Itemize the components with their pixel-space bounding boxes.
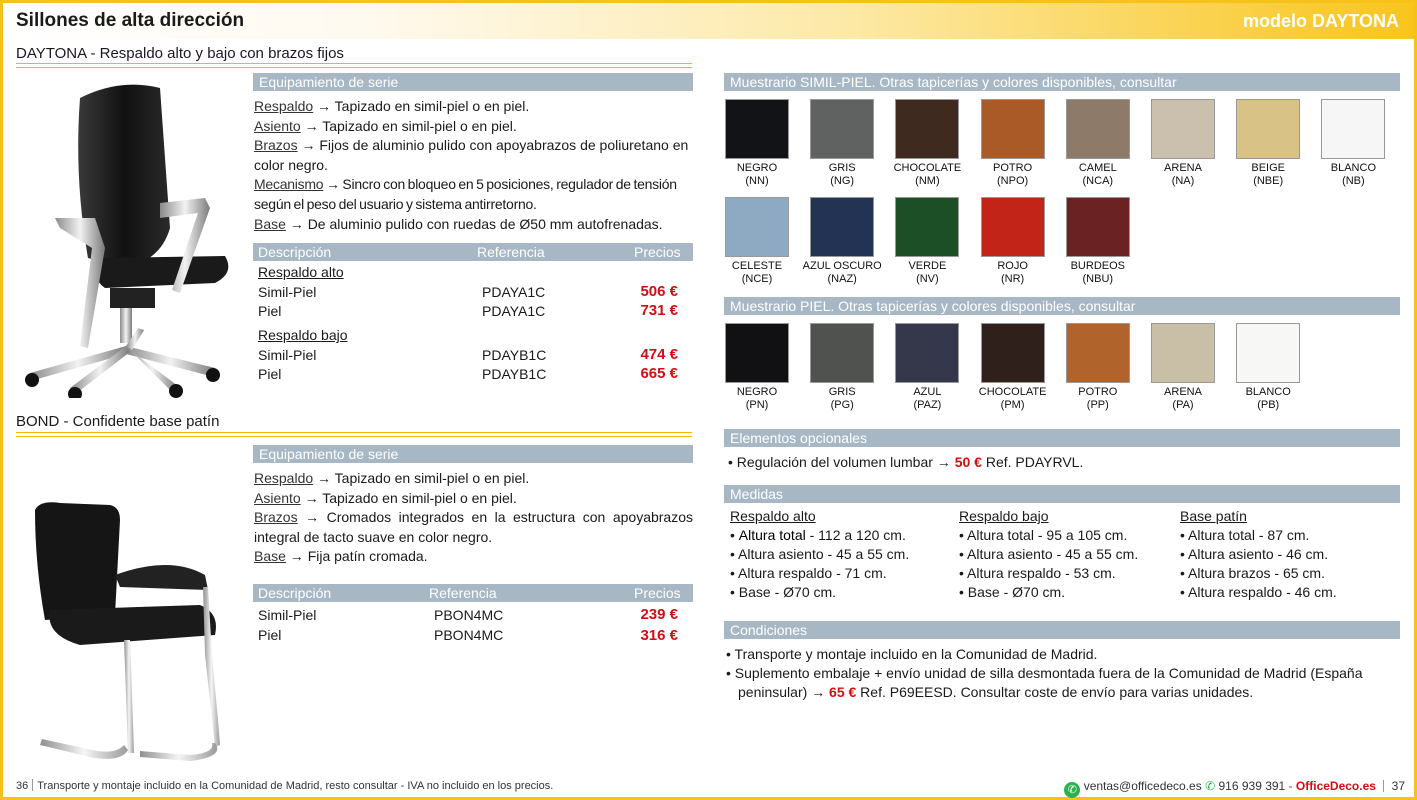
piel-swatch	[1151, 323, 1215, 383]
medidas-item: • Altura respaldo - 46 cm.	[1180, 584, 1337, 600]
medidas-heading: Base patín	[1180, 508, 1247, 524]
simil-swatch	[1236, 99, 1300, 159]
simil-swatch	[1321, 99, 1385, 159]
row-desc: Simil-Piel	[258, 284, 317, 300]
bond-equip-item: Asiento → Tapizado en simil-piel o en piel.	[254, 489, 517, 506]
daytona-equip-list	[254, 97, 693, 234]
medidas-item: • Altura respaldo - 53 cm.	[959, 565, 1116, 581]
bond-equip-list	[254, 469, 693, 567]
medidas-item: • Altura asiento - 45 a 55 cm.	[959, 546, 1139, 562]
row-desc: Piel	[258, 366, 282, 382]
simil-swatch	[725, 99, 789, 159]
col-descripcion: Descripción	[258, 244, 332, 260]
row-desc: Piel	[258, 627, 282, 643]
medidas-col-patin	[1180, 507, 1337, 602]
daytona-title: DAYTONA - Respaldo alto y bajo con brazos fijos	[16, 45, 344, 62]
simil-swatch	[725, 197, 789, 257]
daytona-equip-item: Brazos → Fijos de aluminio pulido con apoyabrazos de poliuretano en color negro.	[254, 137, 689, 173]
row-ref: PBON4MC	[434, 627, 504, 643]
simil-swatch-label: ARENA (NA)	[1164, 162, 1202, 187]
page-title: Sillones de alta dirección	[16, 10, 245, 31]
bond-title: BOND - Confidente base patín	[16, 413, 220, 430]
medidas-item: • Altura asiento - 46 cm.	[1180, 546, 1329, 562]
simil-title: Muestrario SIMIL-PIEL. Otras tapicerías y colores disponibles, consultar	[724, 73, 1400, 91]
piel-swatch	[895, 323, 959, 383]
condiciones-item: • Suplemento embalaje + envío unidad de silla desmontada fuera de la Comunidad de Madrid (España	[726, 665, 1363, 681]
footer-brand[interactable]: OfficeDeco.es	[1295, 779, 1376, 793]
col-referencia: Referencia	[477, 244, 545, 260]
row-ref: PDAYB1C	[482, 366, 547, 382]
bond-equip-title: Equipamiento de serie	[253, 445, 693, 463]
page-number-left: 36	[16, 780, 29, 792]
row-desc: Piel	[258, 303, 282, 319]
medidas-item: • Base - Ø70 cm.	[959, 584, 1066, 600]
footer-left	[16, 779, 553, 792]
row-desc: Simil-Piel	[258, 347, 317, 363]
bond-equip-item: Brazos → Cromados integrados en la estructura con apoyabrazos integral de tacto suave en color negro.	[254, 509, 693, 545]
row-price: 239 €	[640, 606, 678, 623]
col-precios: Precios	[634, 244, 681, 260]
whatsapp-icon: ✆	[1064, 782, 1080, 798]
piel-swatch-label: CHOCOLATE (PM)	[978, 386, 1047, 411]
medidas-heading: Respaldo alto	[730, 508, 816, 524]
row-price: 474 €	[640, 346, 678, 363]
simil-swatch	[1066, 99, 1130, 159]
simil-swatch	[1066, 197, 1130, 257]
daytona-equip-item: Asiento → Tapizado en simil-piel o en piel.	[254, 117, 517, 134]
simil-swatch-label: CELESTE (NCE)	[731, 260, 783, 285]
model-title: modelo DAYTONA	[1242, 11, 1399, 31]
condiciones-item: • Transporte y montaje incluido en la Comunidad de Madrid.	[726, 646, 1098, 662]
optional-item: • Regulación del volumen lumbar → 50 € Ref. PDAYRVL.	[728, 454, 1084, 470]
simil-swatch-label: CAMEL (NCA)	[1078, 162, 1117, 187]
bond-equip-item: Respaldo → Tapizado en simil-piel o en piel.	[254, 470, 530, 486]
medidas-item: • Altura total - 95 a 105 cm.	[959, 527, 1128, 543]
piel-swatch-label: NEGRO (PN)	[736, 386, 778, 411]
piel-swatch-label: GRIS (PG)	[828, 386, 856, 411]
simil-swatch-label: BEIGE (NBE)	[1251, 162, 1285, 187]
col-precios: Precios	[634, 585, 681, 601]
piel-swatch	[981, 323, 1045, 383]
page-number-right: 37	[1391, 779, 1405, 793]
row-ref: PDAYA1C	[482, 284, 546, 300]
piel-swatch-label: ARENA (PA)	[1164, 386, 1202, 411]
medidas-col-bajo	[959, 507, 1138, 602]
daytona-chair-image	[10, 78, 240, 398]
row-price: 665 €	[640, 365, 678, 382]
piel-swatch-label: AZUL (PAZ)	[913, 386, 942, 411]
medidas-item: • Altura brazos - 65 cm.	[1180, 565, 1325, 581]
simil-swatch	[1151, 99, 1215, 159]
daytona-equip-title: Equipamiento de serie	[253, 73, 693, 91]
simil-swatch-label: CHOCOLATE (NM)	[893, 162, 962, 187]
piel-swatch-label: POTRO (PP)	[1078, 386, 1118, 411]
row-price: 316 €	[640, 627, 678, 644]
row-ref: PBON4MC	[434, 607, 504, 623]
row-ref: PDAYB1C	[482, 347, 547, 363]
row-price: 731 €	[640, 302, 678, 319]
row-price: 506 €	[640, 283, 678, 300]
piel-title: Muestrario PIEL. Otras tapicerías y colores disponibles, consultar	[724, 297, 1400, 315]
piel-swatch	[1236, 323, 1300, 383]
medidas-item: • Altura respaldo - 71 cm.	[730, 565, 887, 581]
medidas-col-alto	[730, 507, 909, 602]
simil-swatch	[981, 197, 1045, 257]
medidas-title: Medidas	[724, 485, 1400, 503]
footer-email[interactable]: ventas@officedeco.es	[1083, 779, 1202, 793]
medidas-item: • Base - Ø70 cm.	[730, 584, 837, 600]
piel-swatch-label: BLANCO (PB)	[1245, 386, 1291, 411]
col-referencia: Referencia	[429, 585, 497, 601]
daytona-equip-item: Respaldo → Tapizado en simil-piel o en piel.	[254, 98, 530, 114]
optional-title: Elementos opcionales	[724, 429, 1400, 447]
medidas-item: • Altura total - 112 a 120 cm.	[730, 527, 906, 543]
footer-note: Transporte y montaje incluido en la Comunidad de Madrid, resto consultar - IVA no incluido en los precios.	[37, 780, 554, 792]
bond-table-header	[253, 584, 693, 602]
bond-chair-image	[20, 495, 235, 765]
simil-swatch	[981, 99, 1045, 159]
daytona-equip-item: Mecanismo → Sincro con bloqueo en 5 posiciones, regulador de tensión según el peso del usuario y sistema antirretorno.	[254, 176, 677, 212]
footer-phone[interactable]: 916 939 391	[1218, 779, 1286, 793]
simil-swatch-label: VERDE (NV)	[908, 260, 947, 285]
simil-swatch-label: NEGRO (NN)	[736, 162, 778, 187]
simil-swatch	[810, 197, 874, 257]
phone-icon: ✆	[1205, 779, 1216, 793]
condiciones-item-cont: peninsular) → 65 € Ref. P69EESD. Consultar coste de envío para varias unidades.	[738, 684, 1254, 700]
group-respaldo-alto: Respaldo alto	[258, 264, 344, 280]
row-desc: Simil-Piel	[258, 607, 317, 623]
col-descripcion: Descripción	[258, 585, 332, 601]
medidas-heading: Respaldo bajo	[959, 508, 1049, 524]
daytona-table-header	[253, 243, 693, 261]
medidas-item: • Altura total - 87 cm.	[1180, 527, 1310, 543]
condiciones-title: Condiciones	[724, 621, 1400, 639]
piel-swatch	[810, 323, 874, 383]
footer-right: ✆ ventas@officedeco.es ✆ 916 939 391 - OfficeDeco.es 37	[1064, 779, 1405, 798]
simil-swatch-label: POTRO (NPO)	[993, 162, 1033, 187]
simil-swatch	[895, 197, 959, 257]
simil-swatch-label: ROJO (NR)	[997, 260, 1028, 285]
simil-swatch-label: AZUL OSCURO (NAZ)	[802, 260, 882, 285]
piel-swatch	[725, 323, 789, 383]
bond-equip-item: Base → Fija patín cromada.	[254, 548, 428, 565]
simil-swatch-label: BURDEOS (NBU)	[1070, 260, 1125, 285]
group-respaldo-bajo: Respaldo bajo	[258, 327, 348, 343]
row-ref: PDAYA1C	[482, 303, 546, 319]
simil-swatch	[810, 99, 874, 159]
daytona-equip-item: Base → De aluminio pulido con ruedas de Ø50 mm autofrenadas.	[254, 215, 663, 232]
simil-swatch-label: BLANCO (NB)	[1330, 162, 1377, 187]
piel-swatch	[1066, 323, 1130, 383]
bond-rule	[16, 432, 692, 437]
medidas-item: • Altura asiento - 45 a 55 cm.	[730, 546, 910, 562]
simil-swatch-label: GRIS (NG)	[828, 162, 856, 187]
daytona-rule	[16, 63, 692, 68]
simil-swatch	[895, 99, 959, 159]
